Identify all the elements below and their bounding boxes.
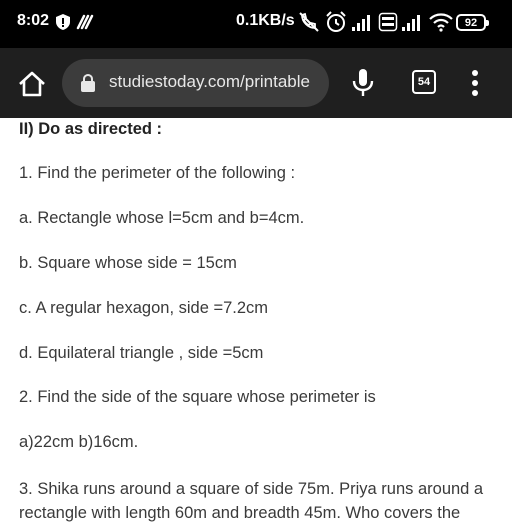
muted-wifi-calling-icon — [298, 12, 320, 32]
status-bar — [0, 0, 512, 48]
signal-bars-icon — [402, 13, 424, 31]
home-icon[interactable] — [17, 70, 47, 98]
wifi-icon — [429, 12, 453, 32]
tab-switcher-button[interactable] — [412, 70, 436, 94]
battery-level: 92 — [464, 16, 478, 29]
volte-icon — [379, 13, 397, 31]
gesture-icon — [76, 14, 94, 30]
question-1a: a. Rectangle whose l=5cm and b=4cm. — [19, 209, 305, 227]
section-heading: II) Do as directed : — [19, 120, 163, 138]
question-1c: c. A regular hexagon, side =7.2cm — [19, 299, 269, 317]
question-2: 2. Find the side of the square whose perimeter is — [19, 388, 376, 406]
question-1b: b. Square whose side = 15cm — [19, 254, 237, 272]
shield-alert-icon — [56, 14, 70, 30]
alarm-icon — [325, 11, 347, 33]
status-left-icons — [56, 14, 94, 30]
more-vert-icon[interactable] — [466, 68, 484, 98]
question-2-options: a)22cm b)16cm. — [19, 433, 139, 451]
question-1d: d. Equilateral triangle , side =5cm — [19, 344, 264, 362]
question-1: 1. Find the perimeter of the following : — [19, 164, 296, 182]
signal-bars-icon — [352, 13, 374, 31]
status-net-speed: 0.1KB/s — [236, 12, 295, 29]
page-content — [0, 118, 512, 522]
question-3-line-1: 3. Shika runs around a square of side 75m. Priya runs around a — [19, 480, 484, 498]
tab-count: 54 — [417, 76, 431, 88]
status-right-icons — [298, 11, 453, 33]
lock-icon[interactable] — [80, 74, 96, 92]
question-3-line-2: rectangle with length 60m and breadth 45m. Who covers the — [19, 504, 461, 522]
battery-icon — [456, 14, 486, 31]
status-time: 8:02 — [17, 12, 50, 29]
address-bar[interactable] — [62, 59, 329, 107]
url-text[interactable]: studiestoday.com/printable — [109, 72, 310, 91]
browser-toolbar — [0, 48, 512, 118]
microphone-icon[interactable] — [351, 68, 375, 98]
